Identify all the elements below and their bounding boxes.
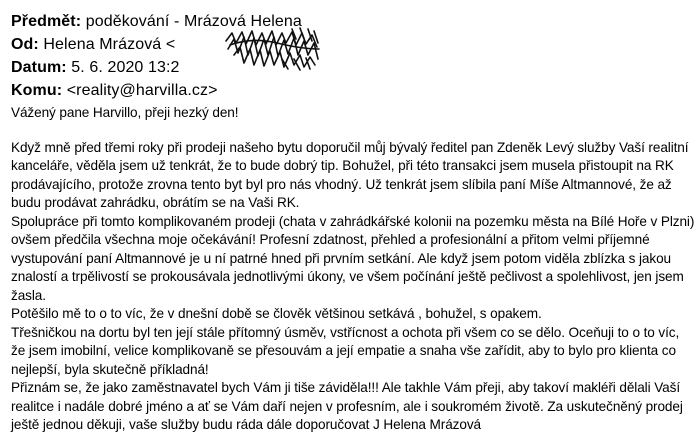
body-line: ještě jednou děkuji, vaše služby budu ráda dále doporučovat J Helena Mrázová — [11, 417, 481, 432]
date-label: Datum: — [11, 59, 67, 76]
body-paragraph — [11, 139, 696, 435]
body-line: Třešničkou na dortu byl ten její stále přítomný úsměv, vstřícnost a ochota při všem co se dělo. Oceňuji to o to víc, — [11, 324, 680, 340]
body-line: Když mně před třemi roky při prodeji našeho bytu doporučil můj bývalý ředitel pan Zdeněk Levý služby Vaší realitní — [11, 139, 689, 155]
redaction-scribble — [222, 25, 322, 71]
greeting: Vážený pane Harvillo, přeji hezký den! — [11, 105, 239, 120]
email-body — [11, 104, 696, 435]
body-line: kanceláře, věděla jsem už tenkrát, že to bude dobrý tip. Bohužel, při této transakci jsem musela přistoupit na RK — [11, 158, 674, 173]
body-line: nejlepší, byla skutečně příkladná! — [11, 361, 209, 377]
body-line: Spolupráce při tomto komplikovaném prodeji (chata v zahrádkářské kolonii na pozemku města na Bílé Hoře v Plzni) — [11, 213, 695, 229]
date-value: 5. 6. 2020 13:2 — [66, 59, 180, 76]
to-value: <reality@harvilla.cz> — [62, 82, 218, 99]
body-line: Potěšilo mě to o to víc, že v dnešní době se člověk většinou setkává , bohužel, s opakem. — [11, 306, 542, 321]
body-line: ovšem předčila všechna moje očekávání! Profesní zdatnost, přehled a profesionální a přitom velmi příjemné — [11, 232, 650, 247]
body-line: budu prodávat zahrádku, obrátím se na Vaši RK. — [11, 195, 300, 210]
body-line: že jsem imobilní, velice komplikovaně se přesouvám a její empatie a snaha vše zařídit, aby to bylo pro klienta co — [11, 343, 676, 358]
to-label: Komu: — [11, 82, 63, 99]
body-line: žasla. — [11, 287, 46, 303]
subject-label: Předmět: — [11, 13, 82, 30]
body-line: znalostí a trpělivostí se prokousávala jednotlivými úkony, ve všem počínání ještě pečlivost a spolehlivost, jen jsem — [11, 269, 684, 284]
body-line: prodávajícího, protože zrovna tento byt byl pro nás vhodný. Už tenkrát jsem slíbila paní Míše Altmannové, že až — [11, 176, 672, 192]
from-value: Helena Mrázová < — [38, 36, 176, 53]
body-line: realitce i nadále dobré jméno a ať se Vám daří nejen v profesním, ale i soukromém životě. Za uskutečněný prodej — [11, 398, 683, 414]
to-row — [11, 79, 311, 102]
subject-value: poděkování - Mrázová Helena — [81, 13, 302, 30]
from-label: Od: — [11, 36, 39, 53]
body-line: Přiznám se, že jako zaměstnavatel bych Vám ji tiše záviděla!!! Ale takhle Vám přeji, aby takoví makléři dělali Vaší — [11, 380, 680, 395]
body-line: vystupování paní Altmannové je u ní patrné hned při prvním setkání. Ale když jsem potom viděla zblízka s jakou — [11, 250, 671, 266]
